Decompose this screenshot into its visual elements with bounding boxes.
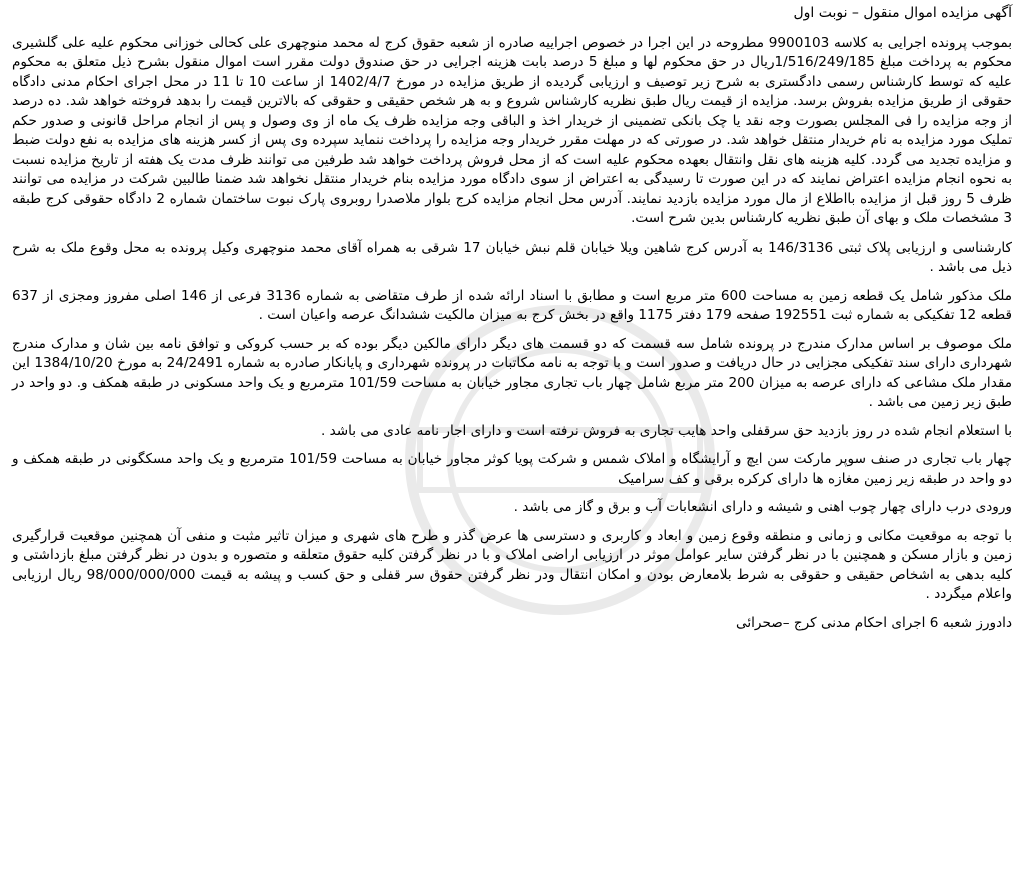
paragraph-procedure: بموجب پرونده اجرایی به کلاسه 9900103 مطروحه در این اجرا در خصوص اجراییه صادره از شعبه حقوق کرج له محمد منوچهری علی کحالی خوزانی محکوم علیه علی گلشیری محکوم به پرداخت مبلغ 1/516/249/185ریال در حق محکوم لها و مبلغ 5 درصد بابت هزینه اجرایی در حق صندوق دولت مقرر است اموال منقول بشرح ذیل متعلق به محکوم علیه که توسط کارشناس رسمی دادگستری به شرح زیر توصیف و ارزیابی گردیده از طریق مزایده در مورخ 1402/4/7 از ساعت 10 تا 11 در محل اجرای احکام مدنی دادگاه حقوقی از طریق مزایده بفروش برسد. مزایده از قیمت ریال طبق نظریه کارشناس شروع و به هر شخص حقیقی و حقوقی که بالاترین قیمت را بدهد فروخته خواهد شد. ده درصد از وجه مزایده را فی المجلس بصورت وجه نقد یا چک بانکی تضمینی از خریدار اخذ و الباقی وجه مزایده ظرف یک ماه از وی وصول و پس از انجام مراحل قانونی و صدور حکم تملیک مورد مزایده به نام خریدار منتقل خواهد شد. در صورتی که در مهلت مقرر خریدار وجه مزایده را پرداخت ننماید سپرده وی پس از کسر هزینه های مزایده به نفع دولت ضبط و مزایده تجدید می گردد. کلیه هزینه های نقل وانتقال بعهده محکوم علیه است که از محل فروش پرداخت خواهد شد طرفین می توانند ظرف مدت یک هفته از تاریخ مزایده نسبت به نحوه انجام مزایده اعتراض نمایند که در این صورت تا رسیدگی به اعتراض از سوی دادگاه مورد مزایده بنام خریدار منتقل نخواهد شد ضمنا طالبین شرکت در مزایده می توانند ظرف 5 روز قبل از مزایده بااطلاع از مال مورد مزایده بازدید نمایند. آدرس محل انجام مزایده کرج بلوار ملاصدرا روبروی پارک نبوت ساختمان شماره 2 دادگاه حقوقی کرج طبقه 3 مشخصات ملک و بهای آن طبق نظریه کارشناس بدین شرح است.: [12, 34, 1013, 226]
paragraph-shops: چهار باب تجاری در صنف سوپر مارکت سن ایچ و آرایشگاه و املاک شمس و شرکت پویا کوثر مجاور خیابان به مساحت 101/59 مترمربع و یک واحد مسکگونی در طبقه همکف و دو واحد در طبقه زیر زمین مغازه ها دارای کرکره برقی و کف سرامیک: [12, 451, 1012, 487]
paragraph-valuation: با توجه به موقعیت مکانی و زمانی و منطقه وقوع زمین و ابعاد و کاربری و دسترسی ها عرض گذر و طرح های شهری و میزان تاثیر مثبت و منفی آن همچنین موقعیت قرارگیری زمین و بازار مسکن و همچنین با در نظر گرفتن سایر عوامل موثر در ارزیابی اراضی املاک و با در نظر گرفتن کلیه حقوق متعلقه و متصوره و بدون در نظر گرفتن مبلغ بازداشتی و کلیه بدهی به اشخاص حقیقی و حقوقی به شرط بلامعارض بودن و امکان انتقال ودر نظر گرفتن حقوق سر قفلی و حق کسب و پیشه به قیمت 98/000/000/000 ریال ارزیابی واعلام میگردد .: [12, 527, 1012, 602]
notice-title: آگهی مزایده اموال منقول – نوبت اول: [793, 5, 1012, 21]
paragraph-inquiry: با استعلام انجام شده در روز بازدید حق سرقفلی واحد هایب تجاری به فروش نرفته است و دارای اجار نامه عادی می باشد .: [320, 422, 1012, 439]
paragraph-property-details: ملک موصوف بر اساس مدارک مندرج در پرونده شامل سه قسمت که دو قسمت های دیگر دارای مالکین دیگر بوده که بر حسب کروکی و توافق نامه بین شان و مدارک مندرج شهرداری دارای سند تفکیکی مجزایی در حال دریافت و صدور است و با توجه به نامه مکاتبات در پرونده شهرداری و پایانکار صادره به شماره 24/2491 به مورخ 1384/10/20 این مقدار ملک مشاعی که دارای عرصه به میزان 200 متر مربع شامل چهار باب تجاری مجاور خیابان به مساحت 101/59 مترمربع و یک واحد مسکونی در طبقه همکف و. دو واحد در طبق زیر زمین می باشد .: [12, 335, 1012, 410]
paragraph-land-description: ملک مذکور شامل یک قطعه زمین به مساحت 600 متر مربع است و مطابق با اسناد ارائه شده از طرف متقاضی به شماره 3136 فرعی از 146 اصلی مفروز ومجزی از 637 قطعه 12 تفکیکی به شماره ثبت 192551 صفحه 179 دفتر 1175 واقع در بخش کرج به میزان مالکیت ششدانگ عرصه واعیان است .: [12, 287, 1013, 323]
auction-notice: [12, 0, 1012, 633]
paragraph-entrance: ورودی درب دارای چهار چوب اهنی و شیشه و دارای انشعابات آب و برق و گاز می باشد .: [513, 499, 1012, 515]
paragraph-appraisal-intro: کارشناسی و ارزیابی پلاک ثبتی 146/3136 به آدرس کرج شاهین ویلا خیابان قلم نبش خیابان 17 شرقی به همراه آقای محمد منوچهری وکیل پرونده به محل وقوع ملک به شرح ذیل می باشد .: [12, 239, 1012, 275]
signature-line: دادورز شعبه 6 اجرای احکام مدنی کرج –صحرائی: [736, 614, 1012, 631]
